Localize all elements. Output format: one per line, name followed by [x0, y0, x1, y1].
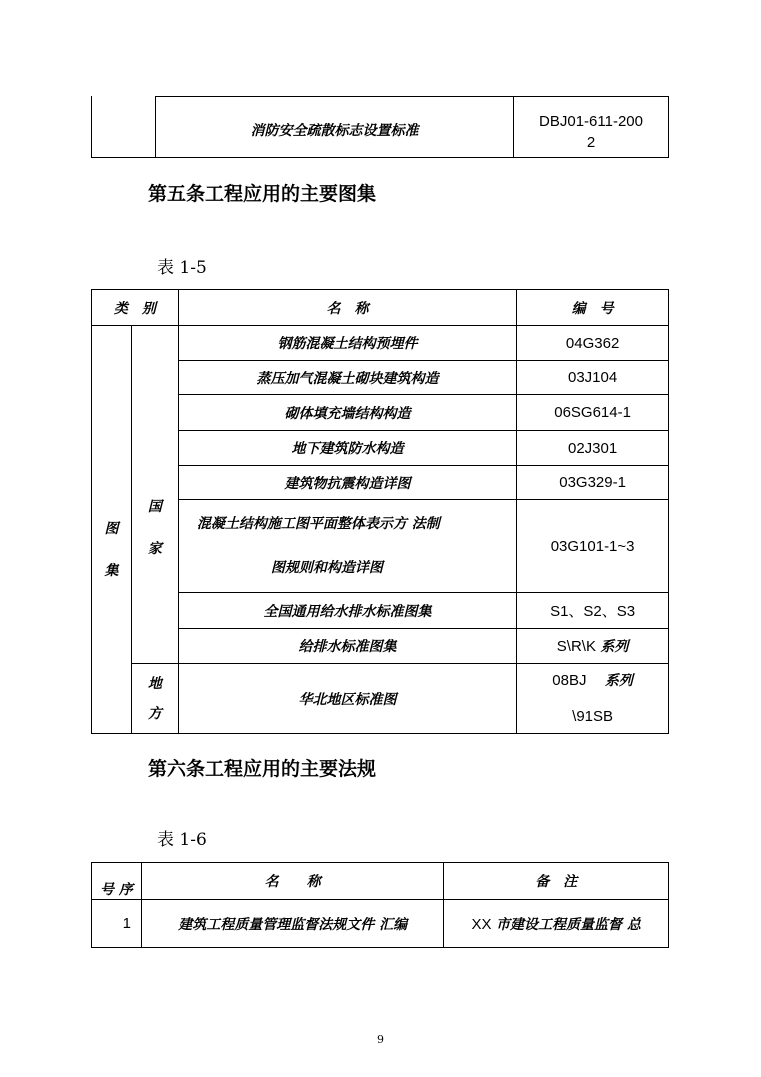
group-atlas-cell: [92, 326, 132, 734]
atlas-code: 03G101-1~3: [517, 500, 669, 593]
group-national-char: 国: [147, 498, 162, 515]
atlas-name: 地下建筑防水构造: [178, 431, 516, 466]
section5-heading: 第五条工程应用的主要图集: [148, 183, 377, 205]
atlas-name: 建筑物抗震构造详图: [178, 466, 516, 500]
header-name: 名 称: [141, 863, 443, 900]
header-note: 备 注: [444, 863, 669, 900]
atlas-code-suffix: 系列: [600, 639, 629, 655]
local-code-suffix: 系列: [604, 672, 633, 689]
section6-caption: 表 1-6: [157, 830, 207, 850]
header-seq: 号 序: [92, 863, 142, 900]
top-table-code-line1: DBJ01-611-200: [539, 113, 643, 130]
group-atlas-char: 图: [104, 520, 119, 537]
table-1-6: [91, 862, 669, 948]
atlas-code: 06SG614-1: [517, 395, 669, 431]
atlas-code-part: S\R\K: [556, 638, 596, 655]
regulation-note-part: XX: [471, 915, 492, 933]
atlas-code: 02J301: [517, 431, 669, 466]
atlas-name: 钢筋混凝土结构预埋件: [178, 326, 516, 361]
header-name: 名 称: [178, 290, 516, 326]
group-national-char: 家: [147, 540, 162, 557]
atlas-name: 蒸压加气混凝土砌块建筑构造: [178, 361, 516, 395]
regulation-note: [444, 900, 669, 948]
regulation-note-text: 市建设工程质量监督 总: [495, 916, 641, 933]
atlas-code: 03G329-1: [517, 466, 669, 500]
group-local-cell: [131, 664, 178, 734]
group-local-char: 方: [147, 705, 162, 722]
regulation-seq: 1: [92, 900, 142, 948]
atlas-code: [517, 629, 669, 664]
local-code-part: 08BJ: [552, 671, 587, 689]
atlas-name-line1: 混凝土结构施工图平面整体表示方 法制: [196, 516, 440, 532]
atlas-name-line2: 图规则和构造详图: [270, 560, 383, 576]
atlas-name: 给排水标准图集: [178, 629, 516, 664]
atlas-name-multiline: [178, 500, 516, 593]
group-atlas-char: 集: [104, 562, 119, 579]
section6-heading: 第六条工程应用的主要法规: [148, 758, 377, 780]
local-code-part: \91SB: [572, 707, 614, 725]
top-table-code-line2: 2: [586, 134, 596, 151]
header-code: 编 号: [517, 290, 669, 326]
group-national-cell: [131, 326, 178, 664]
atlas-code: 03J104: [517, 361, 669, 395]
local-atlas-code: [517, 664, 669, 734]
group-local-char: 地: [147, 675, 162, 692]
header-category: 类 别: [92, 290, 179, 326]
atlas-code: 04G362: [517, 326, 669, 361]
atlas-name: 全国通用给水排水标准图集: [178, 593, 516, 629]
table-1-5: [91, 289, 669, 734]
local-atlas-name: 华北地区标准图: [178, 664, 516, 734]
atlas-code: S1、S2、S3: [517, 593, 669, 629]
atlas-name: 砌体填充墙结构构造: [178, 395, 516, 431]
regulation-name: 建筑工程质量管理监督法规文件 汇编: [141, 900, 443, 948]
section5-caption: 表 1-5: [157, 258, 207, 278]
top-table-name: 消防安全疏散标志设置标准: [250, 123, 419, 139]
page-number: 9: [377, 1033, 384, 1046]
